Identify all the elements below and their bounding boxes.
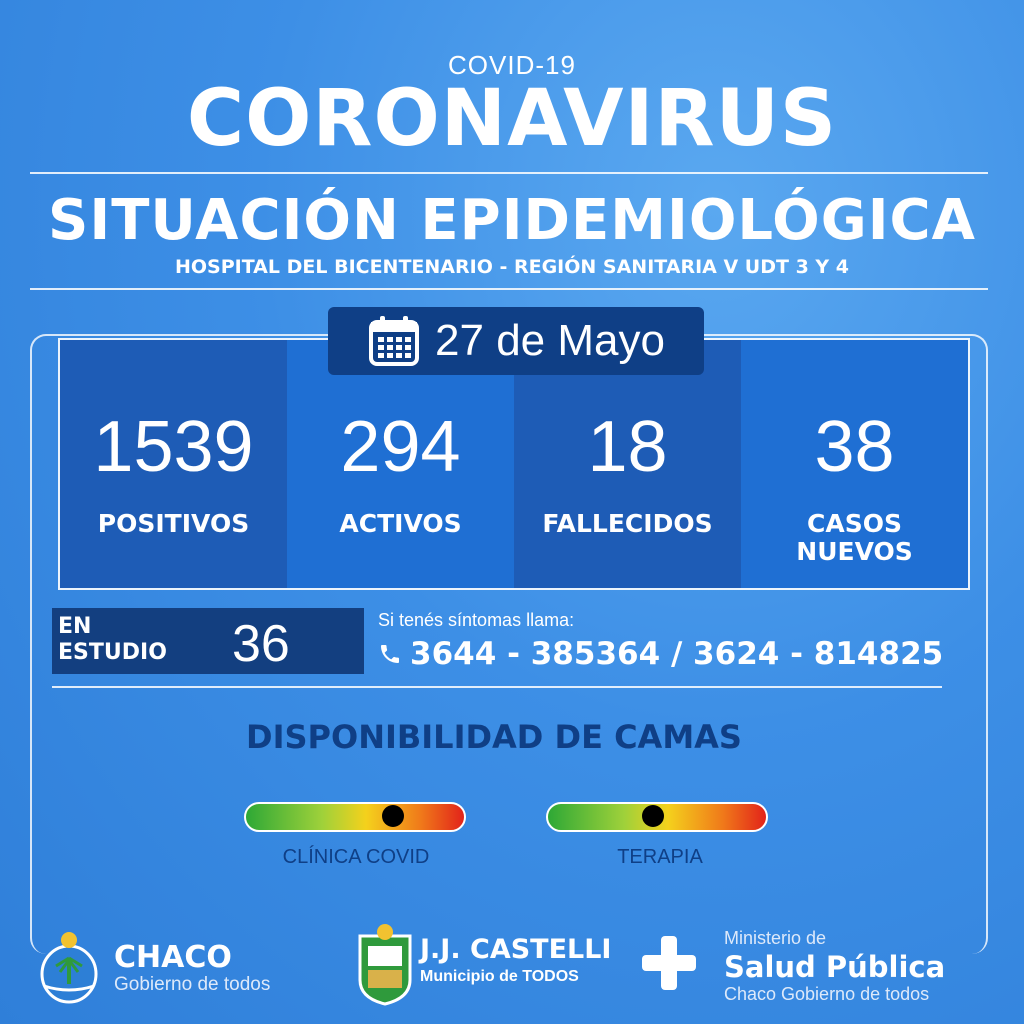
chaco-seal-icon	[38, 930, 100, 1004]
stat-activos	[287, 340, 514, 588]
chaco-subtitle: Gobierno de todos	[114, 974, 271, 995]
gauge-label: CLÍNICA COVID	[282, 846, 430, 868]
en-estudio-value: 36	[232, 615, 290, 673]
stat-label: FALLECIDOS	[542, 509, 713, 538]
ministerio-line1: Ministerio de	[724, 928, 827, 948]
ministerio-line3: Chaco Gobierno de todos	[724, 984, 930, 1004]
stats-panel	[58, 338, 970, 590]
divider	[30, 172, 988, 174]
stat-label: POSITIVOS	[97, 509, 250, 538]
ministerio-name: Salud Pública	[724, 950, 946, 984]
castelli-subtitle: Municipio de TODOS	[420, 968, 579, 985]
castelli-name: J.J. CASTELLI	[420, 934, 612, 965]
stat-value: 1539	[93, 407, 254, 487]
hospital-subheading: HOSPITAL DEL BICENTENARIO - REGIÓN SANITARIA V UDT 3 Y 4	[174, 256, 850, 278]
en-estudio-label: EN ESTUDIO	[58, 614, 167, 665]
stat-fallecidos	[514, 340, 741, 588]
stat-casos-nuevos	[741, 340, 968, 588]
divider	[52, 686, 942, 688]
gauge-terapia	[546, 802, 768, 832]
covid-label: COVID-19	[448, 50, 576, 80]
page-title: CORONAVIRUS	[186, 74, 838, 164]
situation-heading: SITUACIÓN EPIDEMIOLÓGICA	[48, 188, 976, 253]
chaco-name: CHACO	[114, 940, 232, 975]
gauge-label: TERAPIA	[617, 846, 703, 868]
stat-label: ACTIVOS	[339, 509, 462, 538]
stat-label: CASOS NUEVOS	[796, 509, 913, 566]
phone-icon	[378, 642, 402, 666]
health-cross-icon	[638, 932, 700, 994]
gauge-bar	[244, 802, 466, 832]
date-text: 27 de Mayo	[435, 316, 665, 365]
divider	[30, 288, 988, 290]
gauge-clinica-covid	[244, 802, 466, 832]
gauge-indicator	[642, 805, 664, 827]
camas-heading: DISPONIBILIDAD DE CAMAS	[246, 718, 742, 756]
calendar-icon	[367, 314, 421, 368]
call-prompt: Si tenés síntomas llama:	[378, 610, 575, 630]
stat-positivos	[60, 340, 287, 588]
phone-numbers	[378, 636, 943, 672]
castelli-shield-icon	[356, 922, 414, 1006]
stat-value: 38	[814, 407, 895, 487]
phone-text: 3644 - 385364 / 3624 - 814825	[410, 636, 944, 672]
stat-value: 294	[340, 407, 461, 487]
date-badge	[328, 307, 704, 375]
stat-value: 18	[587, 407, 668, 487]
gauge-indicator	[382, 805, 404, 827]
en-estudio-box	[52, 608, 364, 674]
